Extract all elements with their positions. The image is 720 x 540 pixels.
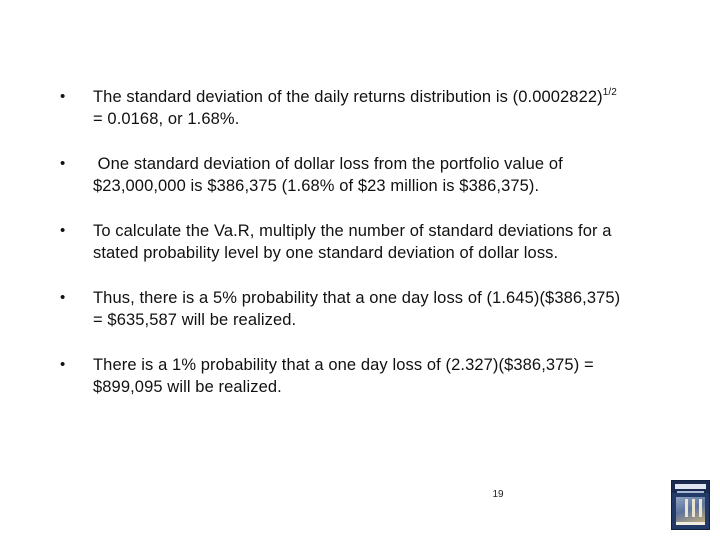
bullet-line: = $635,587 will be realized. [93,311,297,329]
book-cover-image [671,480,710,530]
cover-title-strip [675,484,706,489]
bullet-line: = 0.0168, or 1.68%. [93,110,240,128]
bullet-dot: • [60,155,66,172]
bullet-item [60,287,680,331]
bullet-dot: • [60,222,66,239]
bullet-item [60,86,680,130]
cover-column [685,499,688,517]
cover-column [692,499,695,517]
bullet-line: $899,095 will be realized. [93,378,282,396]
bullet-dot: • [60,88,66,105]
bullet-dot: • [60,289,66,306]
exponent: 1/2 [602,86,617,98]
cover-base [676,522,705,525]
bullet-line [93,86,680,108]
cover-subtitle-strip [677,491,704,493]
bullet-item [60,354,680,398]
bullet-item [60,153,680,197]
bullet-list [60,86,680,398]
bullet-text: The standard deviation of the daily returns distribution is (0.0002822) [93,88,603,106]
bullet-line: stated probability level by one standard deviation of dollar loss. [93,244,559,262]
bullet-dot: • [60,356,66,373]
bullet-line: $23,000,000 is $386,375 (1.68% of $23 million is $386,375). [93,177,540,195]
bullet-line: To calculate the Va.R, multiply the number of standard deviations for a [93,222,612,240]
bullet-line: Thus, there is a 5% probability that a one day loss of (1.645)($386,375) [93,289,621,307]
cover-column [699,499,702,517]
bullet-line: There is a 1% probability that a one day loss of (2.327)($386,375) = [93,356,594,374]
bullet-line: One standard deviation of dollar loss from the portfolio value of [93,155,563,173]
page-number: 19 [492,489,504,500]
cover-illustration [676,497,705,524]
bullet-item [60,220,680,264]
